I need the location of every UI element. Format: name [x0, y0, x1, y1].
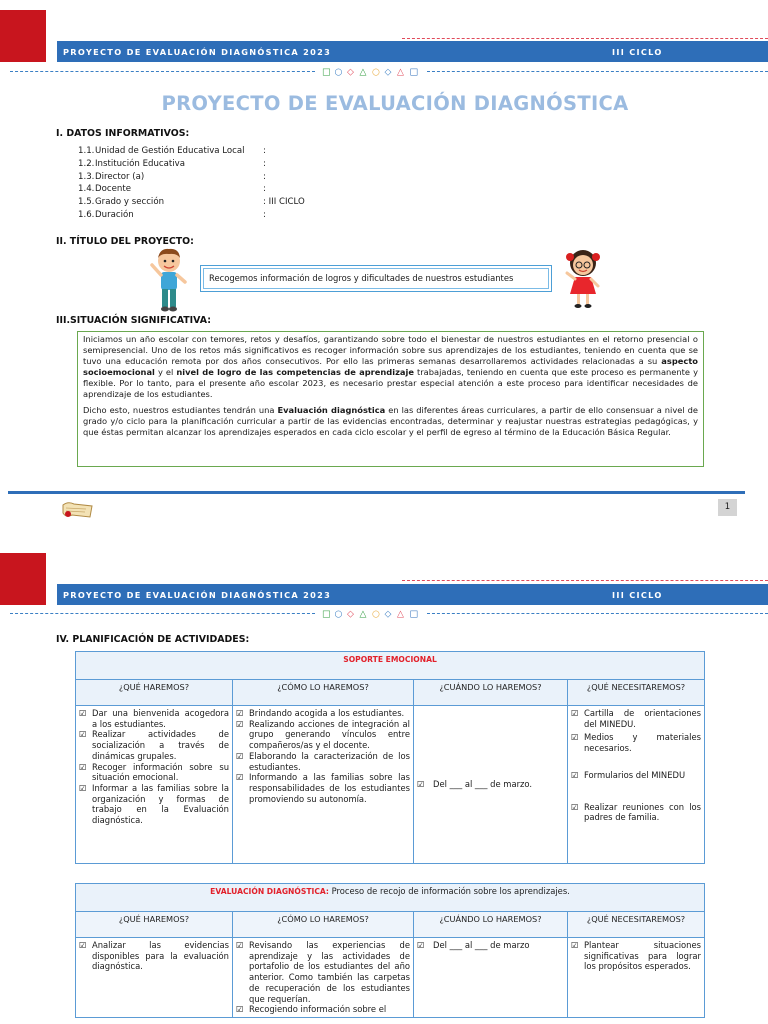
scroll-icon	[60, 499, 96, 521]
list-item	[236, 1004, 410, 1015]
list-item	[79, 940, 229, 972]
checkbox-icon: ☑	[417, 779, 425, 790]
plan-table-soporte-emocional	[75, 651, 705, 864]
list-item	[79, 708, 229, 729]
section-situacion-heading: III.SITUACIÓN SIGNIFICATIVA:	[56, 315, 211, 326]
section-titulo-heading: II. TÍTULO DEL PROYECTO:	[56, 236, 194, 247]
list-item	[79, 783, 229, 826]
project-title-text: Recogemos información de logros y dificultades de nuestros estudiantes	[209, 273, 514, 283]
info-label: Institución Educativa	[95, 158, 186, 169]
header-cycle: III CICLO	[612, 47, 663, 57]
info-value: :	[263, 184, 266, 195]
col-que-haremos: ¿QUÉ HAREMOS?	[76, 680, 233, 706]
col-cuando-lo-haremos: ¿CUÁNDO LO HAREMOS?	[414, 912, 568, 938]
col-como-lo-haremos: ¿CÓMO LO HAREMOS?	[233, 680, 414, 706]
info-value: :	[263, 146, 266, 156]
list-item-text: Realizar reuniones con los padres de familia.	[584, 801, 702, 823]
info-row	[78, 171, 266, 184]
page-header-bar	[57, 41, 768, 62]
info-number: 1.1.	[78, 146, 95, 156]
table-caption-row	[76, 884, 705, 912]
list-item	[236, 751, 410, 772]
list-item	[79, 729, 229, 761]
list-item	[236, 719, 410, 751]
list-item-text: Realizando acciones de integración al grupo generando vínculos entre compañeros/as y el docente.	[249, 718, 410, 751]
table-body-row	[76, 706, 705, 864]
checkbox-icon: ☑	[236, 718, 244, 729]
cell-como	[233, 706, 414, 864]
info-value: :	[263, 171, 266, 182]
plan-table-evaluacion-diagnostica	[75, 883, 705, 1018]
col-que-necesitaremos: ¿QUÉ NECESITAREMOS?	[568, 680, 705, 706]
para1-bold-socioemocional: aspecto socioemocional	[83, 356, 698, 378]
como-list	[236, 940, 410, 1015]
list-item-text: Informar a las familias sobre la organización y formas de trabajo en la Evaluación diagnóstica.	[92, 782, 229, 826]
table-caption-cell	[76, 884, 705, 912]
decorative-shape-icon: □	[409, 67, 419, 76]
info-row	[78, 145, 266, 158]
project-title-box	[200, 265, 552, 292]
decorative-shape-icon: ◇	[347, 67, 354, 76]
list-item-text: Elaborando la caracterización de los estudiantes.	[249, 750, 410, 772]
corner-tab	[0, 10, 46, 62]
decorative-shape-icon: □	[409, 609, 419, 618]
list-item	[571, 708, 701, 729]
cell-como	[233, 938, 414, 1018]
para2-text-a: Dicho esto, nuestros estudiantes tendrán una	[83, 404, 278, 415]
necesitaremos-list	[571, 708, 701, 823]
list-item-text: Recogiendo información sobre el	[249, 1004, 387, 1015]
checkbox-icon: ☑	[571, 732, 579, 743]
checkbox-icon: ☑	[571, 940, 579, 950]
list-item-text: Plantear situaciones significativas para lograr los propósitos esperados.	[584, 940, 702, 972]
info-row	[78, 183, 266, 196]
boy-illustration	[150, 247, 188, 315]
header-project-title: PROYECTO DE EVALUACIÓN DIAGNÓSTICA 2023	[63, 47, 332, 57]
page-number: 1	[718, 499, 737, 516]
decorative-shape-icon: ○	[334, 67, 343, 76]
situation-paragraph-1	[83, 334, 698, 401]
cell-cuando	[414, 706, 568, 864]
que-list	[79, 708, 229, 826]
list-item	[236, 940, 410, 1004]
decorative-shape-icon: △	[359, 67, 367, 76]
para1-text-c: y el	[154, 367, 177, 378]
info-number: 1.6.	[78, 210, 95, 220]
list-item	[236, 708, 410, 719]
checkbox-icon: ☑	[79, 729, 87, 740]
list-item-text: Medios y materiales necesarios.	[584, 732, 702, 754]
cell-que	[76, 938, 233, 1018]
table-body-row	[76, 938, 705, 1018]
list-item-text: Formularios del MINEDU	[584, 769, 686, 780]
caption-evaluacion-diagnostica: EVALUACIÓN DIAGNÓSTICA:	[210, 887, 329, 896]
checkbox-icon: ☑	[236, 1004, 244, 1015]
header-project-title-page2: PROYECTO DE EVALUACIÓN DIAGNÓSTICA 2023	[63, 590, 332, 600]
info-value: : III CICLO	[263, 197, 305, 208]
info-number: 1.2.	[78, 158, 95, 169]
decorative-shapes-page2	[320, 608, 420, 618]
info-row	[78, 196, 305, 209]
para2-text-c: en las diferentes áreas curriculares, a partir de ello consensuar a nivel de grado y/o ciclo para la planificación curricular a partir de las evidencias encontradas, determinar y reajustar nuestras estrategias pedagógicas, y que éstas permitan alcanzar los aprendizajes esperados en cada ciclo escolar y el perfil de egreso al término de la Educación Básica Regular.	[83, 404, 698, 437]
info-value: :	[263, 158, 266, 169]
decorative-shape-icon: △	[397, 67, 404, 76]
list-item	[571, 732, 701, 753]
list-item	[571, 940, 701, 972]
para1-text-a: Iniciamos un año escolar con temores, retos y desafíos, garantizando sobre todo el bienestar de nuestros estudiantes en el retorno presencial o semipresencial. Uno de los retos más significativos es recoger información sobre sus aprendizajes de los estudiantes, teniendo en cuenta que se tuvo una educación remota por dos años consecutivos. Por ello las primeras semanas desarrollaremos actividades relacionadas a su	[83, 334, 698, 367]
decorative-shape-icon: ◇	[384, 609, 392, 618]
para2-bold-evaluacion: Evaluación diagnóstica	[277, 404, 386, 415]
cuando-text: Del ___ al ___ de marzo.	[433, 779, 533, 790]
cell-que	[76, 706, 233, 864]
info-label: Unidad de Gestión Educativa Local	[95, 146, 245, 156]
decorative-shape-icon: ○	[372, 609, 380, 618]
info-number: 1.3.	[78, 171, 95, 182]
cell-necesitaremos	[568, 706, 705, 864]
decorative-shape-icon: △	[397, 609, 404, 618]
info-label: Director (a)	[95, 171, 145, 182]
checkbox-icon: ☑	[571, 801, 579, 812]
cuando-text: Del ___ al ___ de marzo	[433, 940, 530, 950]
cuando-list	[417, 779, 564, 790]
decorative-shape-icon: □	[322, 609, 331, 618]
checkbox-icon: ☑	[236, 750, 244, 761]
page-header-bar-page2	[57, 584, 768, 605]
info-value: :	[263, 210, 266, 220]
col-que-necesitaremos: ¿QUÉ NECESITAREMOS?	[568, 912, 705, 938]
section-datos-heading: I. DATOS INFORMATIVOS:	[56, 128, 190, 139]
para1-bold-nivel-logro: nivel de logro de las competencias de aprendizaje	[176, 367, 414, 378]
section-planificacion-heading: IV. PLANIFICACIÓN DE ACTIVIDADES:	[56, 634, 250, 645]
list-item	[236, 772, 410, 804]
checkbox-icon: ☑	[236, 708, 244, 718]
cuando-list	[417, 940, 564, 951]
header-top-dash-page2	[402, 580, 768, 581]
table-header-row	[76, 680, 705, 706]
decorative-shape-icon: ◇	[347, 609, 354, 618]
caption-soporte-emocional: SOPORTE EMOCIONAL	[343, 655, 437, 664]
info-number: 1.4.	[78, 184, 95, 195]
list-item-text: Informando a las familias sobre las responsabilidades de los estudiantes promoviendo su autonomía.	[249, 772, 410, 804]
table-header-row	[76, 912, 705, 938]
list-item-text: Recoger información sobre su situación emocional.	[92, 761, 229, 783]
checkbox-icon: ☑	[236, 940, 244, 950]
list-item-text: Dar una bienvenida acogedora a los estudiantes.	[92, 708, 229, 729]
list-item-text: Analizar las evidencias disponibles para la evaluación diagnóstica.	[92, 940, 229, 972]
checkbox-icon: ☑	[79, 940, 87, 950]
checkbox-icon: ☑	[571, 769, 579, 780]
que-list	[79, 940, 229, 972]
list-item	[79, 762, 229, 783]
checkbox-icon: ☑	[79, 761, 87, 772]
info-row	[78, 158, 266, 171]
checkbox-icon: ☑	[79, 782, 87, 793]
checkbox-icon: ☑	[79, 708, 87, 718]
corner-tab-page2	[0, 553, 46, 605]
checkbox-icon: ☑	[236, 772, 244, 783]
decorative-shape-icon: □	[322, 67, 331, 76]
list-item-text: Brindando acogida a los estudiantes.	[249, 708, 405, 718]
decorative-shape-icon: ○	[372, 67, 380, 76]
checkbox-icon: ☑	[417, 940, 425, 950]
decorative-shape-icon: ◇	[384, 67, 392, 76]
table-caption-cell	[76, 652, 705, 680]
cell-cuando	[414, 938, 568, 1018]
list-item	[417, 779, 564, 790]
list-item	[571, 802, 701, 823]
decorative-shapes	[320, 66, 420, 76]
footer-line	[8, 491, 745, 494]
list-item	[417, 940, 564, 951]
decorative-shape-icon: △	[359, 609, 367, 618]
caption-description: Proceso de recojo de información sobre los aprendizajes.	[328, 886, 570, 896]
list-item-text: Revisando las experiencias de aprendizaje y las actividades de portafolio de los estudiantes del año anterior. Como también las carpetas de recuperación de los estudiantes que requerían.	[249, 940, 410, 1004]
header-dash-left-page2	[10, 613, 315, 614]
list-item-text: Cartilla de orientaciones del MINEDU.	[584, 708, 702, 729]
decorative-shape-icon: ○	[334, 609, 343, 618]
header-dash-right	[427, 71, 768, 72]
header-dash-left	[10, 71, 315, 72]
situation-paragraph-2	[83, 405, 698, 438]
info-label: Duración	[95, 210, 134, 220]
cell-necesitaremos	[568, 938, 705, 1018]
para1-text-e: trabajadas, teniendo en cuenta que este proceso es permanente y flexible. Por lo tanto, para el presente año escolar 2023, es necesario prestar especial atención a este proceso para identificar necesidades de aprendizaje de los estudiantes.	[83, 367, 698, 400]
col-cuando-lo-haremos: ¿CUÁNDO LO HAREMOS?	[414, 680, 568, 706]
significant-situation-box	[77, 331, 704, 467]
checkbox-icon: ☑	[571, 708, 579, 718]
como-list	[236, 708, 410, 804]
info-row	[78, 209, 266, 222]
header-cycle-page2: III CICLO	[612, 590, 663, 600]
header-dash-right-page2	[427, 613, 768, 614]
info-number: 1.5.	[78, 197, 95, 208]
info-label: Docente	[95, 184, 131, 195]
col-como-lo-haremos: ¿CÓMO LO HAREMOS?	[233, 912, 414, 938]
list-item	[571, 770, 701, 781]
document-title: PROYECTO DE EVALUACIÓN DIAGNÓSTICA	[161, 92, 629, 115]
necesitaremos-list	[571, 940, 701, 972]
girl-illustration	[563, 247, 603, 309]
list-item-text: Realizar actividades de socialización a través de dinámicas grupales.	[92, 729, 229, 761]
info-label: Grado y sección	[95, 197, 165, 208]
col-que-haremos: ¿QUÉ HAREMOS?	[76, 912, 233, 938]
table-caption-row	[76, 652, 705, 680]
header-top-dash	[402, 38, 768, 39]
